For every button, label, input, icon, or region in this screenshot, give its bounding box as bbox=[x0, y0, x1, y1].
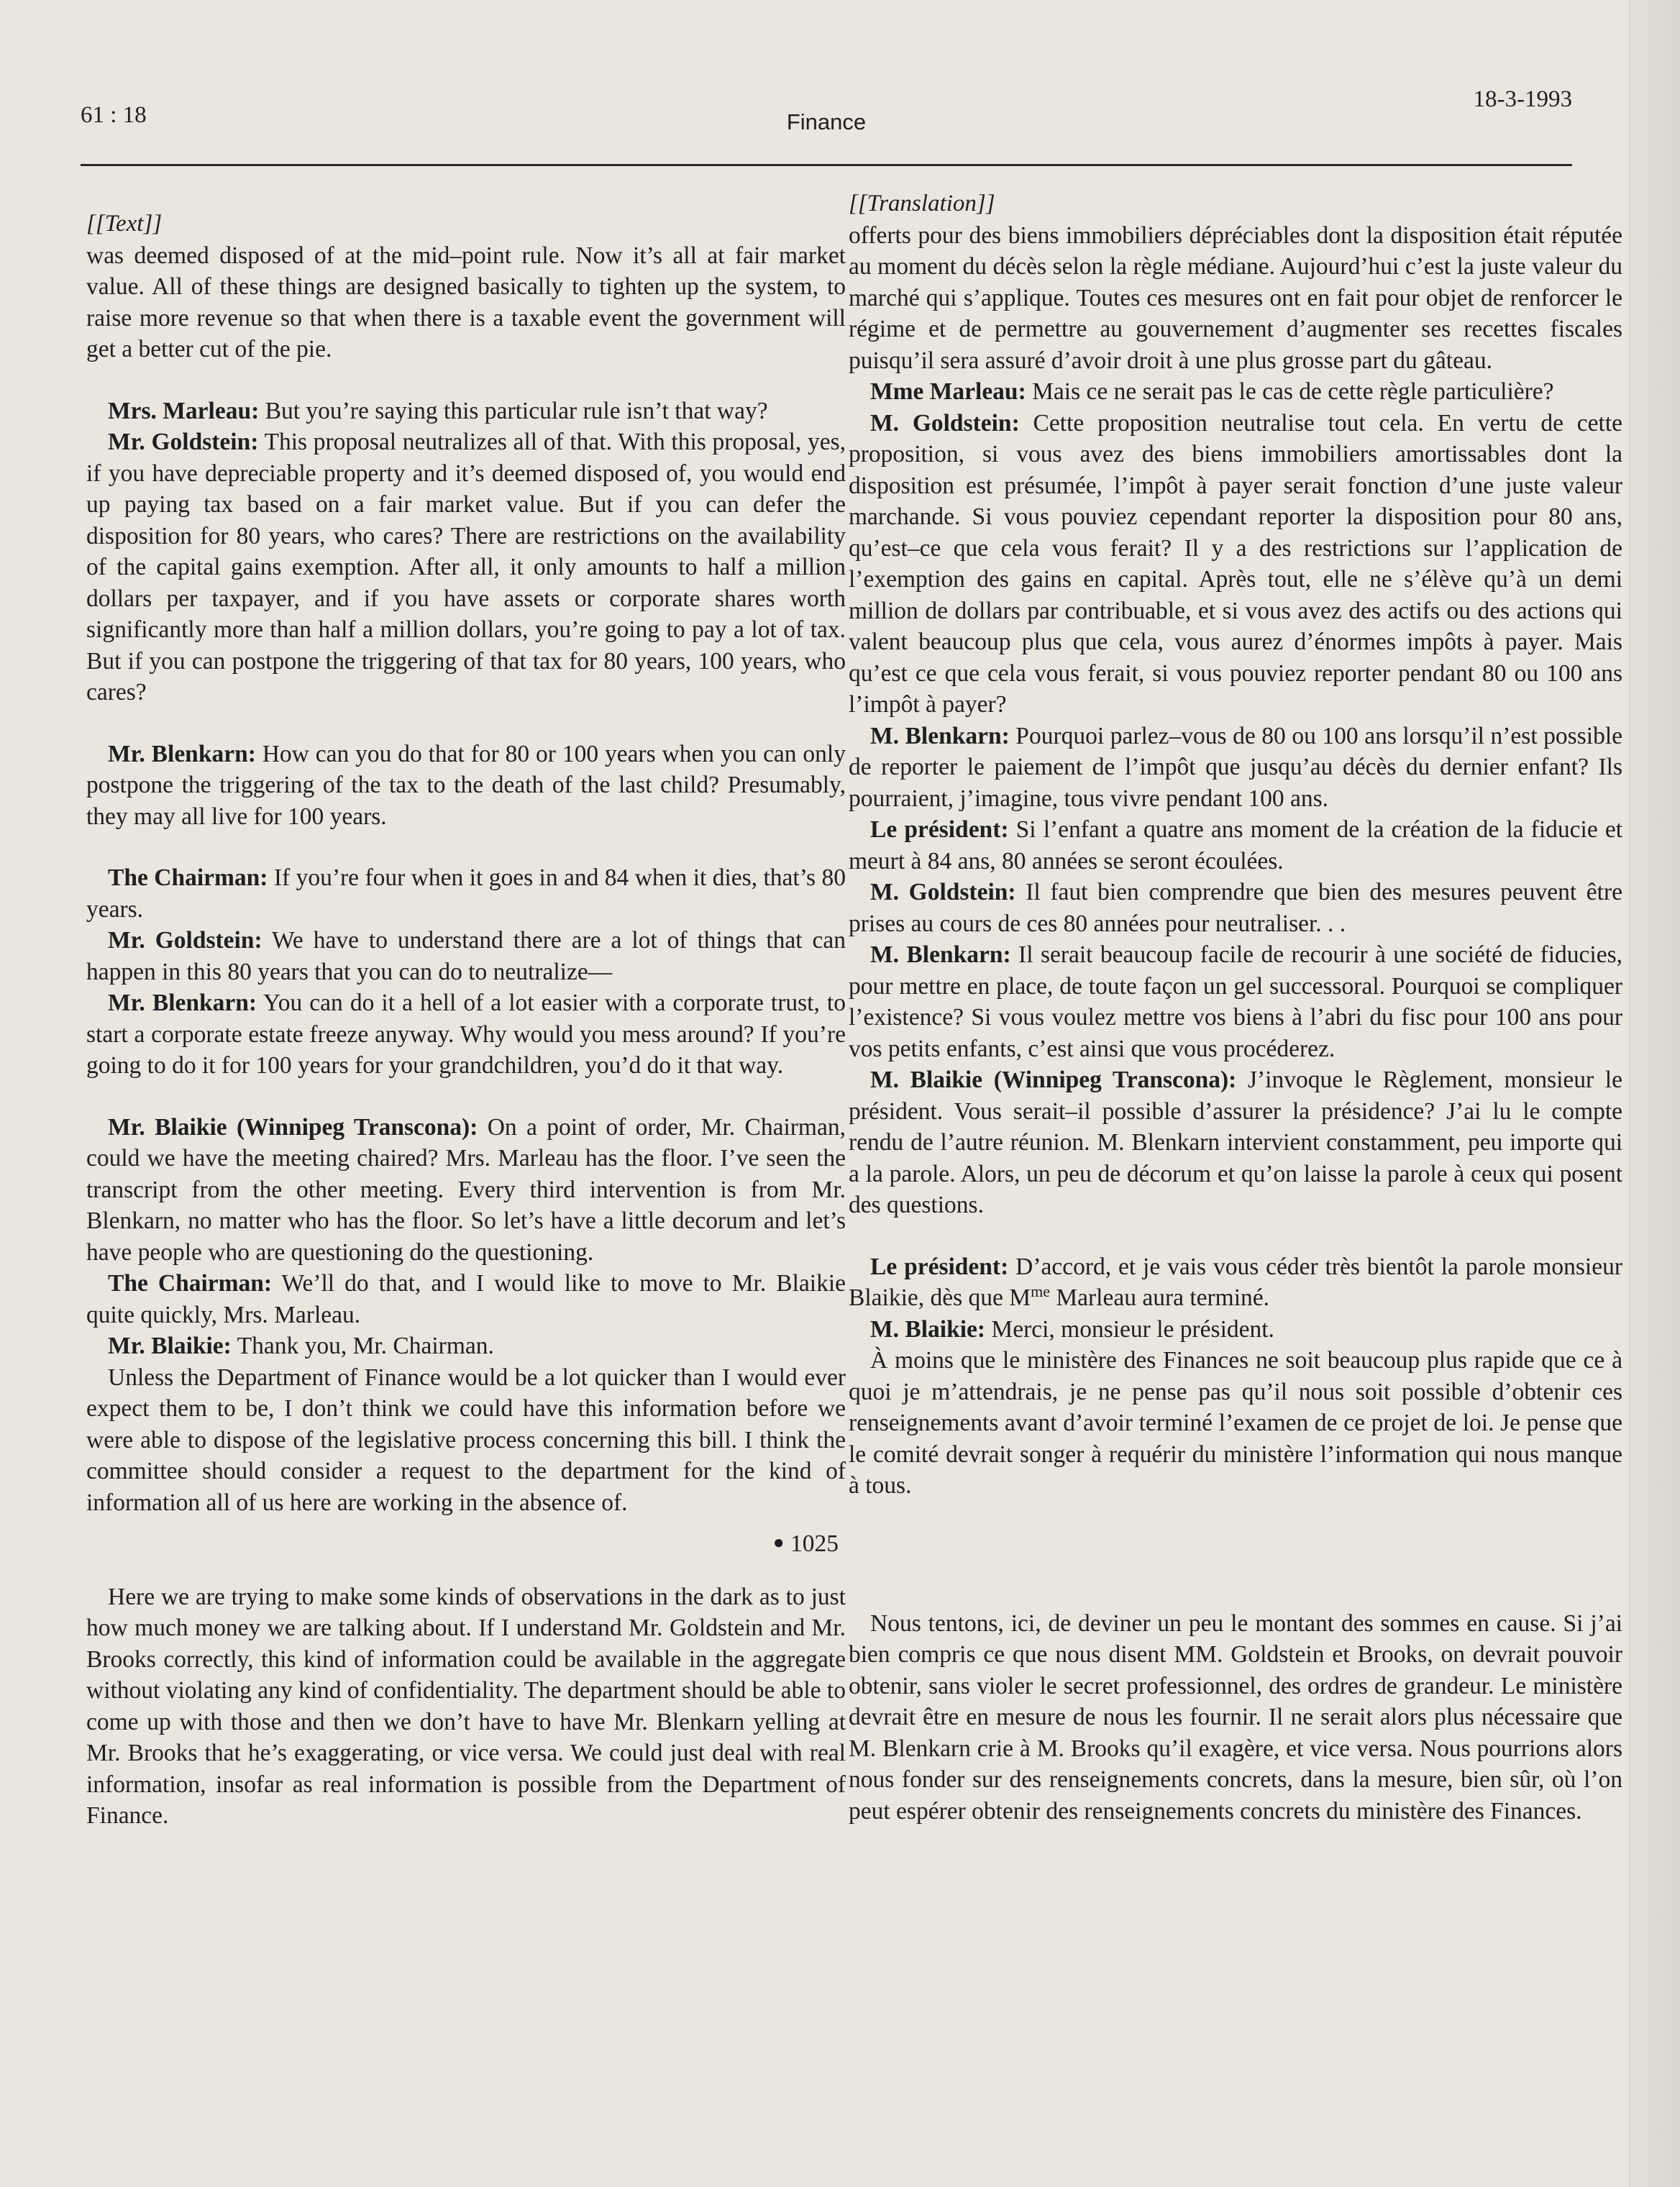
speech-text: How can you do that for 80 or 100 years when you can only postpone the triggering of the tax to the death of the last child? Presumably, they may all live for 100 years. bbox=[86, 740, 846, 830]
speech bbox=[849, 408, 1622, 721]
paragraph: À moins que le ministère des Finances ne soit beaucoup plus rapide que ce à quoi je m’attendrais, je ne pense pas qu’il nous soit possible d’obtenir ces renseignements avant d’avoir terminé l’examen de ce projet de loi. Je pense que le comité devrait songer à requérir du ministère l’information qui nous manque à tous. bbox=[849, 1347, 1622, 1499]
speaker-name: Mrs. Marleau: bbox=[108, 397, 260, 424]
speaker-name: The Chairman: bbox=[108, 1270, 273, 1297]
speaker-name: M. Blenkarn: bbox=[870, 722, 1010, 749]
bullet-icon: ● bbox=[772, 1532, 785, 1553]
language-label: [[Translation]] bbox=[849, 191, 995, 216]
speaker-name: Mme Marleau: bbox=[870, 378, 1026, 405]
paragraph: was deemed disposed of at the mid–point rule. Now it’s all at fair market value. All of these things are designed basically to tighten up the system, to raise more revenue so that when there is a taxable event the government will get a better cut of the pie. bbox=[86, 242, 846, 362]
speech bbox=[849, 1314, 1622, 1346]
speech bbox=[86, 739, 846, 833]
speech-text: But you’re saying this particular rule isn’t that way? bbox=[259, 397, 768, 424]
header-rule bbox=[81, 164, 1572, 166]
speech bbox=[86, 1330, 846, 1362]
speaker-name: Mr. Blenkarn: bbox=[108, 990, 257, 1016]
speaker-name: Mr. Goldstein: bbox=[108, 927, 262, 954]
paragraph: Unless the Department of Finance would be a lot quicker than I would ever expect them to be, I don’t think we could have this information before we were able to dispose of the legislative process concerning this bill. I think the committee should consider a request to the department for the kind of information all of us here are working in the absence of. bbox=[86, 1364, 846, 1516]
speech-text: D’accord, et je vais vous céder très bientôt la parole monsieur Blaikie, dès que M bbox=[849, 1253, 1622, 1311]
speech bbox=[86, 1112, 846, 1269]
speech-text: Si l’enfant a quatre ans moment de la création de la fiducie et meurt à 84 ans, 80 années se seront écoulées. bbox=[849, 816, 1622, 875]
speech bbox=[849, 939, 1622, 1064]
speaker-name: M. Blaikie: bbox=[870, 1315, 986, 1343]
speech-text: You can do it a hell of a lot easier with a corporate trust, to start a corporate estate freeze anyway. Why would you mess around? If you’re going to do it for 100 years for your grandchildren, you’d do it that way. bbox=[86, 990, 846, 1079]
page-header bbox=[81, 86, 1572, 137]
speech bbox=[849, 814, 1622, 877]
language-label: [[Text]] bbox=[86, 211, 163, 237]
speech-text: Il faut bien comprendre que bien des mesures peuvent être prises au cours de ces 80 années pour neutraliser. . . bbox=[849, 879, 1623, 937]
language-label-text: [Text] bbox=[95, 211, 153, 237]
speaker-name: M. Goldstein: bbox=[870, 879, 1016, 905]
speaker-name: Le président: bbox=[870, 816, 1009, 843]
speech-text: We have to understand there are a lot of things that can happen in this 80 years that you can do to neutralize— bbox=[86, 927, 846, 985]
speaker-name: M. Blaikie (Winnipeg Transcona): bbox=[870, 1067, 1237, 1093]
french-column bbox=[849, 188, 1622, 1827]
speaker-name: Mr. Goldstein: bbox=[108, 429, 259, 455]
language-label-text: [Translation] bbox=[857, 191, 986, 216]
speaker-name: Mr. Blaikie (Winnipeg Transcona): bbox=[108, 1113, 478, 1141]
speech-text: We’ll do that, and I would like to move to Mr. Blaikie quite quickly, Mrs. Marleau. bbox=[86, 1270, 846, 1328]
page-number: 61 : 18 bbox=[81, 102, 147, 128]
speech bbox=[849, 1064, 1622, 1221]
speaker-name: The Chairman: bbox=[108, 864, 268, 891]
superscript: me bbox=[1031, 1282, 1050, 1300]
paragraph: Nous tentons, ici, de deviner un peu le montant des sommes en cause. Si j’ai bien compris ce que nous disent MM. Goldstein et Brooks, on devrait pouvoir obtenir, sans violer le secret professionnel, des ordres de grandeur. Le ministère devrait être en mesure de nous les fournir. Il ne serait alors plus nécessaire que M. Blenkarn crie à M. Brooks qu’il exagère, et vice versa. Nous pourrions alors nous fonder sur des renseignements concrets, dans la mesure, bien sûr, où l’on peut espérer obtenir des renseignements concrets du ministère des Finances. bbox=[849, 1610, 1622, 1825]
speech-text: Marleau aura terminé. bbox=[1049, 1284, 1270, 1311]
speaker-name: M. Goldstein: bbox=[870, 409, 1020, 437]
speech-text: On a point of order, Mr. Chairman, could we have the meeting chaired? Mrs. Marleau has the floor. I’ve seen the transcript from the other meeting. Every third intervention is from Mr. Blenkarn, no matter who has the floor. So let’s have a little decorum and let’s have people who are questioning do the questioning. bbox=[86, 1113, 846, 1266]
speech bbox=[86, 426, 846, 708]
speech bbox=[86, 987, 846, 1082]
speech-text: This proposal neutralizes all of that. With this proposal, yes, if you have depreciable property and it’s deemed disposed of, you would end up paying tax based on a fair market value. But if you can defer the disposition for 80 years, who cares? There are restrictions on the availability of the capital gains exemption. After all, it only amounts to half a million dollars per taxpayer, and if you have assets or corporate shares worth significantly more than half a million dollars, you’re going to pay a lot of tax. But if you can postpone the triggering of that tax for 80 years, 100 years, who cares? bbox=[86, 429, 846, 706]
time-marker bbox=[86, 1527, 839, 1560]
speech-text: Mais ce ne serait pas le cas de cette règle particulière? bbox=[1026, 378, 1554, 405]
speech-text: Thank you, Mr. Chairman. bbox=[231, 1333, 494, 1359]
speech bbox=[86, 396, 846, 427]
speech bbox=[86, 925, 846, 987]
speaker-name: M. Blenkarn: bbox=[870, 941, 1011, 968]
speech bbox=[849, 877, 1622, 939]
page-date: 18-3-1993 bbox=[1473, 86, 1572, 112]
speech-text: Il serait beaucoup facile de recourir à une société de fiducies, pour mettre en place, de toute façon un gel successoral. Pourquoi se compliquer l’existence? Si vous voulez mettre vos biens à l’abri du fisc pour 100 ans pour vos petits enfants, c’est ainsi que vous procéderez. bbox=[849, 941, 1622, 1062]
speaker-name: Mr. Blenkarn: bbox=[108, 740, 256, 767]
speech bbox=[849, 1251, 1622, 1314]
page-edge bbox=[1629, 0, 1680, 2187]
speech-text: Cette proposition neutralise tout cela. En vertu de cette proposition, si vous avez des biens immobiliers amortissables dont la disposition est présumée, l’impôt à payer serait fonction d’une juste valeur marchande. Si vous pouviez cependant reporter la disposition pour 80 ans, qu’est–ce que cela vous ferait? Il y a des restrictions sur l’application de l’exemption des gains en capital. Après tout, elle ne s’élève qu’à un demi million de dollars par contribuable, et si vous avez des actifs ou des actions qui valent beaucoup plus que cela, vous aurez d’énormes impôts à payer. Mais qu’est ce que cela vous ferait, si vous pouviez reporter pendant 80 ou 100 ans l’impôt à payer? bbox=[849, 409, 1622, 718]
time-marker-text: 1025 bbox=[790, 1530, 839, 1557]
speech-text: Merci, monsieur le président. bbox=[985, 1315, 1274, 1343]
speaker-name: Mr. Blaikie: bbox=[108, 1333, 232, 1359]
speech bbox=[86, 862, 846, 925]
speech bbox=[86, 1268, 846, 1330]
paragraph: Here we are trying to make some kinds of observations in the dark as to just how much money we are talking about. If I understand Mr. Goldstein and Mr. Brooks correctly, this kind of information could be available in the aggregate without violating any kind of confidentiality. The department should be able to come up with those and then we don’t have to have Mr. Blenkarn yelling at Mr. Brooks that he’s exaggerating, or vice versa. We could just deal with real information, insofar as real information is possible from the Department of Finance. bbox=[86, 1583, 846, 1829]
speech bbox=[849, 376, 1622, 408]
speech-text: J’invoque le Règlement, monsieur le président. Vous serait–il possible d’assurer la présidence? J’ai lu le compte rendu de l’autre réunion. M. Blenkarn intervient constamment, peu importe qui a la parole. Alors, un peu de décorum et qu’on laisse la parole à ceux qui posent des questions. bbox=[849, 1067, 1622, 1218]
speaker-name: Le président: bbox=[870, 1253, 1009, 1280]
speech bbox=[849, 721, 1622, 815]
speech-text: If you’re four when it goes in and 84 when it dies, that’s 80 years. bbox=[86, 864, 846, 923]
english-column bbox=[86, 209, 846, 1832]
paragraph: offerts pour des biens immobiliers dépréciables dont la disposition était réputée au moment du décès selon la règle médiane. Aujourd’hui c’est la juste valeur du marché qui s’applique. Toutes ces mesures ont en fait pour objet de renforcer le régime et de permettre au gouvernement d’augmenter ses recettes fiscales puisqu’il sera assuré d’avoir droit à une plus grosse part du gâteau. bbox=[849, 222, 1622, 374]
speech-text: Pourquoi parlez–vous de 80 ou 100 ans lorsqu’il n’est possible de reporter le paiement de l’impôt que jusqu’au décès du dernier enfant? Ils pourraient, j’imagine, tous vivre pendant 100 ans. bbox=[849, 722, 1622, 812]
running-title: Finance bbox=[786, 109, 867, 134]
